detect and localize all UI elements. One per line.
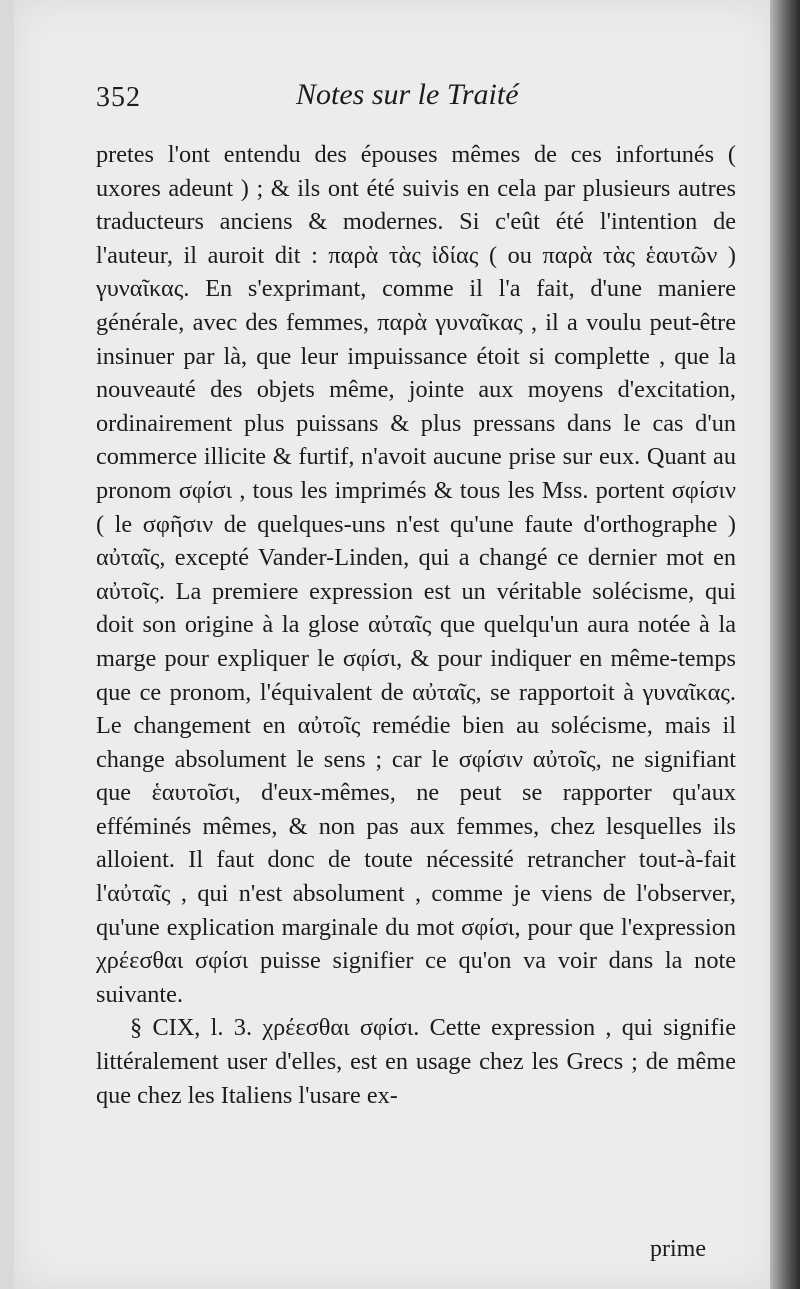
running-title: Notes sur le Traité: [296, 78, 519, 111]
paragraph-1: pretes l'ont entendu des épouses mêmes de ces infortunés ( uxores adeunt ) ; & ils ont été suivis en cela par plusieurs autres traducteurs anciens & modernes. Si c'eût été l'intention de l'auteur, il auroit dit : παρὰ τὰς ἰδίας ( ou παρὰ τὰς ἑαυτῶν ) γυναῖκας. En s'exprimant, comme il l'a fait, d'une maniere générale, avec des femmes, παρὰ γυναῖκας , il a voulu peut-être insinuer par là, que leur impuissance étoit si complette , que la nouveauté des objets même, jointe aux moyens d'excitation, ordinairement plus puissans & plus pressans dans le cas d'un commerce illicite & furtif, n'avoit aucune prise sur eux. Quant au pronom σφίσι , tous les imprimés & tous les Mss. portent σφίσιν ( le σφῆσιν de quelques-uns n'est qu'une faute d'orthographe ) αὐταῖς, excepté Vander-Linden, qui a changé ce dernier mot en αὐτοῖς. La premiere expression est un véritable solécisme, qui doit son origine à la glose αὐταῖς que quelqu'un aura notée à la marge pour expliquer le σφίσι, & pour indiquer en même-temps que ce pronom, l'équivalent de αὐταῖς, se rapportoit à γυναῖκας. Le changement en αὐτοῖς remédie bien au solécisme, mais il change absolument le sens ; car le σφίσιν αὐτοῖς, ne signifiant que ἑαυτοῖσι, d'eux-mêmes, ne peut se rapporter qu'aux efféminés mêmes, & non pas aux femmes, chez lesquelles ils alloient. Il faut donc de toute nécessité retrancher tout-à-fait l'αὐταῖς , qui n'est absolument , comme je viens de l'observer, qu'une explication marginale du mot σφίσι, pour que l'expression χρέεσθαι σφίσι puisse signifier ce qu'on va voir dans la note suivante.: [96, 141, 736, 1008]
paragraph-2: § CIX, l. 3. χρέεσθαι σφίσι. Cette expression , qui signifie littéralement user d'elles, est en usage chez les Grecs ; de même que chez les Italiens l'usare ex-: [96, 1014, 736, 1109]
body-text: [96, 138, 736, 1112]
page-number: 352: [96, 82, 141, 113]
book-spine-shadow: [770, 0, 800, 1289]
page-header: [96, 78, 736, 122]
catchword: prime: [650, 1236, 706, 1262]
